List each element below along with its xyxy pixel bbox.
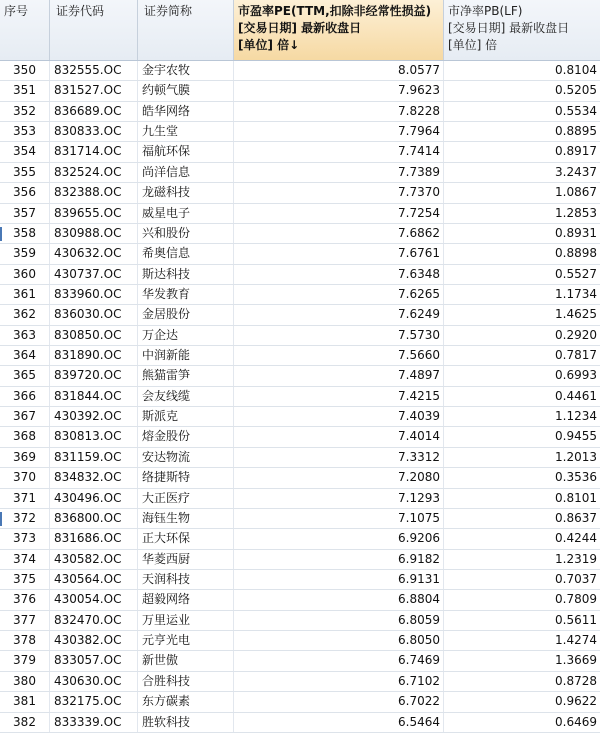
cell-pb: 1.4274 xyxy=(555,633,597,648)
column-header-code[interactable] xyxy=(50,0,138,60)
cell-name: 九生堂 xyxy=(138,122,234,141)
row-edge-marker xyxy=(0,227,5,241)
cell-seq: 368 xyxy=(0,427,50,446)
cell-code: 831527.OC xyxy=(50,81,138,100)
table-row[interactable] xyxy=(0,611,600,631)
column-header-pb-title: 市净率PB(LF) xyxy=(448,4,523,18)
table-row[interactable] xyxy=(0,122,600,142)
table-row[interactable] xyxy=(0,489,600,509)
cell-pe: 6.8050 xyxy=(234,631,444,650)
table-row[interactable] xyxy=(0,285,600,305)
cell-pb: 0.5534 xyxy=(555,103,597,118)
cell-seq: 360 xyxy=(0,265,50,284)
cell-code: 831844.OC xyxy=(50,387,138,406)
cell-name: 正大环保 xyxy=(138,529,234,548)
cell-name: 福航环保 xyxy=(138,142,234,161)
cell-pe: 6.7469 xyxy=(234,651,444,670)
cell-code: 830813.OC xyxy=(50,427,138,446)
cell-seq: 357 xyxy=(0,204,50,223)
column-header-name[interactable] xyxy=(138,0,234,60)
cell-name: 中润新能 xyxy=(138,346,234,365)
cell-code: 836800.OC xyxy=(50,509,138,528)
cell-seq: 366 xyxy=(0,387,50,406)
cell-code: 430392.OC xyxy=(50,407,138,426)
row-edge-marker xyxy=(0,512,5,526)
column-header-pb-date: [交易日期] 最新收盘日 xyxy=(448,21,570,35)
cell-name: 超毅网络 xyxy=(138,590,234,609)
cell-seq: 375 xyxy=(0,570,50,589)
table-row[interactable] xyxy=(0,407,600,427)
table-row[interactable] xyxy=(0,713,600,733)
cell-pb: 0.6993 xyxy=(555,368,597,383)
cell-seq: 380 xyxy=(0,672,50,691)
cell-pb: 0.8104 xyxy=(555,63,597,77)
cell-name: 华发教育 xyxy=(138,285,234,304)
cell-pb: 1.1234 xyxy=(555,409,597,424)
table-row[interactable] xyxy=(0,102,600,122)
cell-seq: 382 xyxy=(0,713,50,732)
cell-seq: 374 xyxy=(0,550,50,569)
cell-code: 836030.OC xyxy=(50,305,138,324)
cell-name: 约顿气膜 xyxy=(138,81,234,100)
cell-seq: 381 xyxy=(0,692,50,711)
table-row[interactable] xyxy=(0,550,600,570)
cell-name: 海钰生物 xyxy=(138,509,234,528)
cell-pe: 7.6862 xyxy=(234,224,444,243)
cell-pe: 7.4014 xyxy=(234,427,444,446)
cell-pb: 1.2319 xyxy=(555,551,597,566)
cell-pe: 6.7022 xyxy=(234,692,444,711)
cell-pb: 0.2920 xyxy=(555,327,597,342)
grid-header xyxy=(0,0,600,61)
cell-pe: 6.8804 xyxy=(234,590,444,609)
cell-seq: 355 xyxy=(0,163,50,182)
cell-seq: 352 xyxy=(0,102,50,121)
cell-code: 832175.OC xyxy=(50,692,138,711)
table-row[interactable] xyxy=(0,427,600,447)
cell-code: 830850.OC xyxy=(50,326,138,345)
table-row[interactable] xyxy=(0,81,600,101)
cell-seq: 359 xyxy=(0,244,50,263)
cell-pb: 0.7817 xyxy=(555,348,597,363)
cell-pb: 0.8917 xyxy=(555,144,597,159)
cell-name: 大正医疗 xyxy=(138,489,234,508)
cell-pe: 7.6761 xyxy=(234,244,444,263)
column-header-seq-label: 序号 xyxy=(4,4,29,18)
cell-code: 833339.OC xyxy=(50,713,138,732)
cell-name: 天润科技 xyxy=(138,570,234,589)
table-row[interactable] xyxy=(0,346,600,366)
cell-pb: 0.9622 xyxy=(555,694,597,709)
cell-pe: 7.6348 xyxy=(234,265,444,284)
cell-seq: 364 xyxy=(0,346,50,365)
cell-name: 会友线缆 xyxy=(138,387,234,406)
cell-code: 839720.OC xyxy=(50,366,138,385)
cell-name: 皓华网络 xyxy=(138,102,234,121)
column-header-pb[interactable] xyxy=(444,0,600,60)
column-header-pe[interactable] xyxy=(234,0,444,60)
cell-name: 兴和股份 xyxy=(138,224,234,243)
cell-pb: 0.5205 xyxy=(555,83,597,98)
cell-code: 836689.OC xyxy=(50,102,138,121)
cell-code: 830988.OC xyxy=(50,224,138,243)
cell-seq: 361 xyxy=(0,285,50,304)
cell-pb: 0.3536 xyxy=(555,470,597,485)
cell-name: 络捷斯特 xyxy=(138,468,234,487)
cell-code: 831714.OC xyxy=(50,142,138,161)
cell-name: 金宇农牧 xyxy=(138,61,234,80)
table-row[interactable] xyxy=(0,142,600,162)
cell-pe: 6.7102 xyxy=(234,672,444,691)
table-row[interactable] xyxy=(0,651,600,671)
cell-code: 430630.OC xyxy=(50,672,138,691)
column-header-seq[interactable] xyxy=(0,0,50,60)
cell-pe: 7.4897 xyxy=(234,366,444,385)
cell-pb: 0.4461 xyxy=(555,388,597,403)
cell-code: 832388.OC xyxy=(50,183,138,202)
cell-pb: 0.8931 xyxy=(555,225,597,240)
cell-pe: 7.7414 xyxy=(234,142,444,161)
column-header-pe-title: 市盈率PE(TTM,扣除非经常性损益) xyxy=(238,4,432,18)
cell-code: 430582.OC xyxy=(50,550,138,569)
cell-pb: 0.8895 xyxy=(555,124,597,139)
cell-name: 东方碳素 xyxy=(138,692,234,711)
cell-seq: 363 xyxy=(0,326,50,345)
cell-code: 832524.OC xyxy=(50,163,138,182)
cell-pb: 0.5611 xyxy=(555,612,597,627)
cell-code: 430564.OC xyxy=(50,570,138,589)
cell-pb: 1.4625 xyxy=(555,307,597,322)
table-row[interactable] xyxy=(0,204,600,224)
cell-seq: 365 xyxy=(0,366,50,385)
cell-pb: 0.8637 xyxy=(555,510,597,525)
table-row[interactable] xyxy=(0,590,600,610)
table-row[interactable] xyxy=(0,366,600,386)
table-row[interactable] xyxy=(0,631,600,651)
cell-pe: 7.3312 xyxy=(234,448,444,467)
cell-seq: 370 xyxy=(0,468,50,487)
table-row[interactable] xyxy=(0,61,600,81)
table-row[interactable] xyxy=(0,529,600,549)
cell-code: 430382.OC xyxy=(50,631,138,650)
cell-seq: 351 xyxy=(0,81,50,100)
cell-pe: 7.8228 xyxy=(234,102,444,121)
cell-pe: 7.6249 xyxy=(234,305,444,324)
cell-pe: 7.1075 xyxy=(234,509,444,528)
cell-name: 希奥信息 xyxy=(138,244,234,263)
table-row[interactable] xyxy=(0,183,600,203)
cell-pb: 1.1734 xyxy=(555,286,597,301)
cell-pb: 0.8101 xyxy=(555,490,597,505)
cell-code: 839655.OC xyxy=(50,204,138,223)
cell-code: 430496.OC xyxy=(50,489,138,508)
cell-name: 安达物流 xyxy=(138,448,234,467)
cell-pb: 1.2853 xyxy=(555,205,597,220)
cell-name: 尚洋信息 xyxy=(138,163,234,182)
table-row[interactable] xyxy=(0,387,600,407)
table-row[interactable] xyxy=(0,265,600,285)
cell-name: 胜软科技 xyxy=(138,713,234,732)
cell-seq: 373 xyxy=(0,529,50,548)
cell-pe: 7.5660 xyxy=(234,346,444,365)
cell-pe: 7.4039 xyxy=(234,407,444,426)
cell-code: 831686.OC xyxy=(50,529,138,548)
cell-name: 威星电子 xyxy=(138,204,234,223)
cell-name: 万里运业 xyxy=(138,611,234,630)
cell-seq: 358 xyxy=(0,224,50,243)
cell-name: 龙磁科技 xyxy=(138,183,234,202)
cell-seq: 354 xyxy=(0,142,50,161)
cell-seq: 369 xyxy=(0,448,50,467)
cell-seq: 376 xyxy=(0,590,50,609)
cell-pe: 6.9182 xyxy=(234,550,444,569)
cell-name: 金居股份 xyxy=(138,305,234,324)
cell-code: 831159.OC xyxy=(50,448,138,467)
table-row[interactable] xyxy=(0,468,600,488)
cell-pe: 7.7254 xyxy=(234,204,444,223)
cell-pb: 0.7809 xyxy=(555,592,597,607)
table-row[interactable] xyxy=(0,692,600,712)
cell-seq: 379 xyxy=(0,651,50,670)
grid-body xyxy=(0,61,600,733)
table-row[interactable] xyxy=(0,244,600,264)
table-row[interactable] xyxy=(0,224,600,244)
cell-pe: 7.4215 xyxy=(234,387,444,406)
cell-pe: 7.7964 xyxy=(234,122,444,141)
cell-name: 斯达科技 xyxy=(138,265,234,284)
cell-pe: 6.9131 xyxy=(234,570,444,589)
table-row[interactable] xyxy=(0,326,600,346)
cell-seq: 353 xyxy=(0,122,50,141)
cell-pb: 0.7037 xyxy=(555,571,597,586)
cell-pe: 7.5730 xyxy=(234,326,444,345)
table-row[interactable] xyxy=(0,509,600,529)
cell-pb: 0.8898 xyxy=(555,246,597,261)
cell-seq: 371 xyxy=(0,489,50,508)
cell-pb: 0.4244 xyxy=(555,531,597,546)
cell-seq: 356 xyxy=(0,183,50,202)
cell-pe: 7.6265 xyxy=(234,285,444,304)
cell-code: 833057.OC xyxy=(50,651,138,670)
cell-pb: 0.5527 xyxy=(555,266,597,281)
cell-pe: 7.7389 xyxy=(234,163,444,182)
cell-code: 830833.OC xyxy=(50,122,138,141)
cell-name: 华菱西厨 xyxy=(138,550,234,569)
table-row[interactable] xyxy=(0,570,600,590)
column-header-pe-date: [交易日期] 最新收盘日 xyxy=(238,21,362,35)
cell-pb: 0.8728 xyxy=(555,673,597,688)
cell-seq: 378 xyxy=(0,631,50,650)
cell-code: 430054.OC xyxy=(50,590,138,609)
table-row[interactable] xyxy=(0,672,600,692)
cell-pb: 1.0867 xyxy=(555,185,597,200)
column-header-code-label: 证券代码 xyxy=(56,4,105,18)
cell-code: 834832.OC xyxy=(50,468,138,487)
cell-code: 832470.OC xyxy=(50,611,138,630)
cell-name: 元亨光电 xyxy=(138,631,234,650)
cell-code: 833960.OC xyxy=(50,285,138,304)
cell-seq: 372 xyxy=(0,509,50,528)
cell-code: 430632.OC xyxy=(50,244,138,263)
cell-seq: 367 xyxy=(0,407,50,426)
cell-name: 万企达 xyxy=(138,326,234,345)
cell-pe: 7.9623 xyxy=(234,81,444,100)
table-row[interactable] xyxy=(0,163,600,183)
cell-pe: 6.5464 xyxy=(234,713,444,732)
cell-pe: 6.8059 xyxy=(234,611,444,630)
cell-pb: 3.2437 xyxy=(555,164,597,179)
column-header-name-label: 证券简称 xyxy=(144,4,193,18)
cell-pb: 1.3669 xyxy=(555,653,597,668)
cell-name: 合胜科技 xyxy=(138,672,234,691)
cell-code: 430737.OC xyxy=(50,265,138,284)
cell-seq: 377 xyxy=(0,611,50,630)
cell-pb: 0.6469 xyxy=(555,714,597,729)
table-row[interactable] xyxy=(0,305,600,325)
cell-name: 熔金股份 xyxy=(138,427,234,446)
cell-code: 831890.OC xyxy=(50,346,138,365)
cell-code: 832555.OC xyxy=(50,61,138,80)
cell-name: 熊猫雷笋 xyxy=(138,366,234,385)
cell-name: 新世傲 xyxy=(138,651,234,670)
cell-name: 斯派克 xyxy=(138,407,234,426)
cell-pe: 8.0577 xyxy=(234,61,444,80)
cell-pe: 7.1293 xyxy=(234,489,444,508)
column-header-pe-unit: [单位] 倍↓ xyxy=(238,38,300,52)
cell-pe: 7.2080 xyxy=(234,468,444,487)
cell-pe: 6.9206 xyxy=(234,529,444,548)
column-header-pb-unit: [单位] 倍 xyxy=(448,38,498,52)
cell-pb: 1.2013 xyxy=(555,449,597,464)
table-row[interactable] xyxy=(0,448,600,468)
cell-pb: 0.9455 xyxy=(555,429,597,444)
cell-seq: 362 xyxy=(0,305,50,324)
cell-pe: 7.7370 xyxy=(234,183,444,202)
cell-seq: 350 xyxy=(0,61,50,80)
